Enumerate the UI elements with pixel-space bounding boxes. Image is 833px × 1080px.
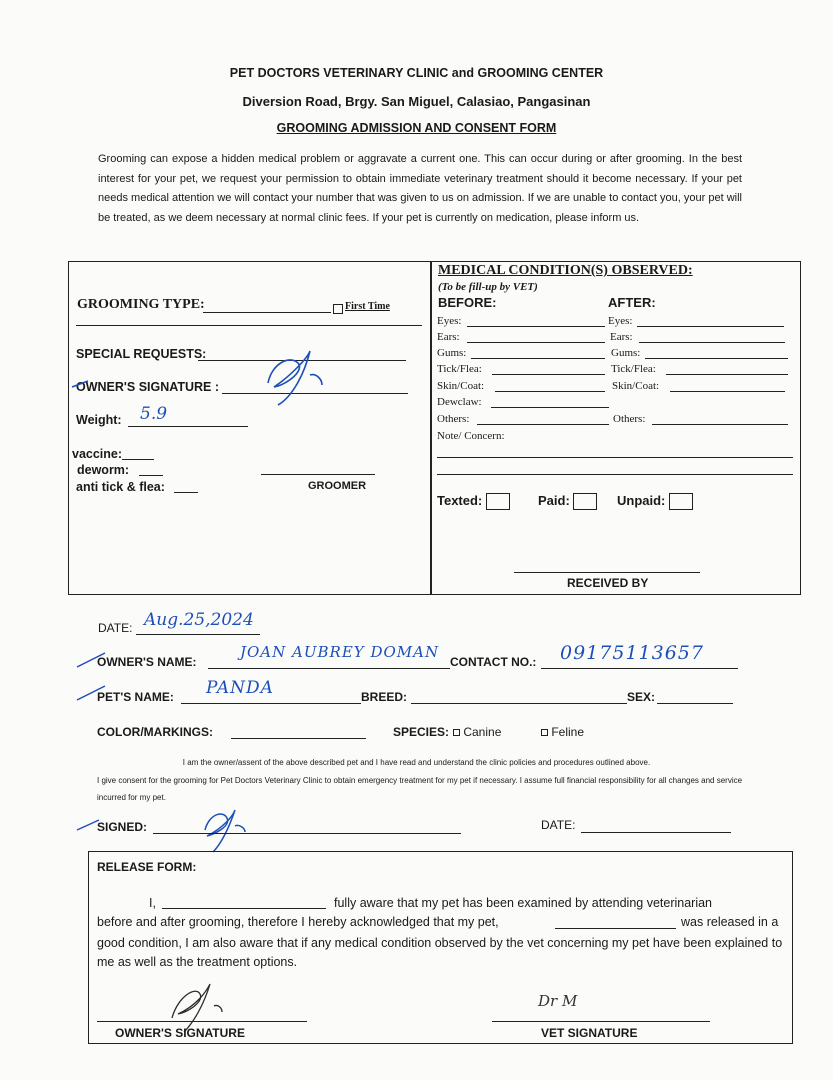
first-time-checkbox[interactable] (333, 300, 343, 318)
after-others-label: Others: (613, 413, 646, 425)
before-others-label: Others: (437, 413, 470, 425)
owner-signature-label: OWNER'S SIGNATURE : (76, 380, 220, 394)
after-gums-field[interactable] (645, 358, 788, 359)
sex-label: SEX: (627, 690, 656, 704)
owner-name-value: JOAN AUBREY DOMAN (240, 643, 440, 661)
before-gums-field[interactable] (471, 358, 605, 359)
vaccine-label: vaccine: (72, 447, 123, 461)
color-field[interactable] (231, 738, 366, 739)
release-title: RELEASE FORM: (97, 860, 197, 874)
note-label: Note/ Concern: (437, 430, 505, 442)
after-tick-field[interactable] (666, 374, 788, 375)
texted-checkbox[interactable] (486, 493, 510, 510)
pet-name-label: PET'S NAME: (97, 690, 174, 704)
vaccine-field[interactable] (122, 459, 154, 460)
release-text-4: good condition, I am also aware that if any medical condition observed by the vet concerning my pet have been explained to me as well as the treatment options. (97, 936, 783, 969)
canine-checkbox[interactable] (453, 729, 460, 736)
unpaid-label: Unpaid: (617, 493, 666, 508)
feline-option[interactable] (541, 725, 584, 739)
release-name-field[interactable] (162, 908, 326, 909)
before-dewclaw-field[interactable] (491, 407, 609, 408)
release-text-3: was released in a (681, 915, 779, 929)
canine-option[interactable] (453, 725, 501, 739)
before-ears-field[interactable] (467, 342, 605, 343)
breed-label: BREED: (361, 690, 408, 704)
medical-subtitle: (To be fill-up by VET) (438, 281, 538, 293)
feline-checkbox[interactable] (541, 729, 548, 736)
signed-field[interactable] (153, 833, 461, 834)
deworm-label: deworm: (77, 463, 130, 477)
paid-option[interactable] (538, 493, 597, 510)
release-text-1: fully aware that my pet has been examined by attending veterinarian (334, 896, 713, 910)
consent-date-label: DATE: (541, 818, 576, 832)
contact-value: 09175113657 (560, 642, 704, 664)
grooming-type-label: GROOMING TYPE: (77, 297, 205, 312)
contact-label: CONTACT NO.: (450, 655, 537, 669)
owner-release-sig-label: OWNER'S SIGNATURE (115, 1026, 245, 1040)
form-title: GROOMING ADMISSION AND CONSENT FORM (276, 121, 557, 135)
before-gums-label: Gums: (437, 347, 467, 359)
unpaid-checkbox[interactable] (669, 493, 693, 510)
first-time-label: First Time (345, 301, 390, 312)
groomer-label: GROOMER (308, 480, 367, 492)
date-value: Aug.25,2024 (144, 610, 254, 630)
clinic-address: Diversion Road, Brgy. San Miguel, Calasiao, Pangasinan (242, 94, 591, 109)
after-tick-label: Tick/Flea: (611, 363, 656, 375)
after-eyes-field[interactable] (637, 326, 784, 327)
pet-name-field[interactable] (181, 703, 361, 704)
canine-label: Canine (463, 725, 502, 739)
consent-line-2: I give consent for the grooming for Pet Doctors Veterinary Clinic to obtain emergency treatment for my pet if necessary. I assume full financial responsibility for all changes and service incurred for my pet. (97, 776, 743, 802)
vet-sig-line[interactable] (492, 1021, 710, 1022)
divider (430, 261, 432, 595)
owner-release-sig-line[interactable] (97, 1021, 307, 1022)
grooming-type-field[interactable] (203, 312, 331, 313)
before-others-field[interactable] (477, 424, 609, 425)
anti-tick-label: anti tick & flea: (76, 480, 165, 494)
release-pet-field[interactable] (555, 928, 676, 929)
owner-signature-scribble (60, 345, 360, 415)
before-dewclaw-label: Dewclaw: (437, 396, 482, 408)
after-ears-field[interactable] (639, 342, 785, 343)
before-eyes-field[interactable] (467, 326, 605, 327)
note-line-1[interactable] (437, 457, 793, 458)
received-by-line[interactable] (514, 572, 700, 573)
contact-field[interactable] (541, 668, 738, 669)
consent-date-field[interactable] (581, 832, 731, 833)
texted-option[interactable] (437, 493, 510, 510)
note-line-2[interactable] (437, 474, 793, 475)
intro-paragraph: Grooming can expose a hidden medical problem or aggravate a current one. This can occur during or after grooming. In the best interest for your pet, we request your permission to obtain immediate veterinary treatment should it become necessary. If your pet needs medical attention we will contact your number that was given to us on admission. If we are unable to contact you, your pet will be treated, as we deem necessary at normal clinic fees. If your pet is currently on medication, please inform us. (98, 153, 742, 224)
weight-field[interactable] (128, 426, 248, 427)
medical-title: MEDICAL CONDITION(S) OBSERVED: (438, 263, 693, 278)
before-eyes-label: Eyes: (437, 315, 462, 327)
color-label: COLOR/MARKINGS: (97, 725, 213, 739)
before-skin-field[interactable] (495, 391, 605, 392)
after-others-field[interactable] (652, 424, 788, 425)
vet-initials: Dr M (538, 992, 578, 1010)
weight-label: Weight: (76, 413, 122, 427)
paid-checkbox[interactable] (573, 493, 597, 510)
before-heading: BEFORE: (438, 295, 497, 310)
date-label: DATE: (98, 621, 133, 635)
feline-label: Feline (551, 725, 585, 739)
groomer-signature-line[interactable] (261, 474, 375, 475)
consent-line-1: I am the owner/assent of the above described pet and I have read and understand the clinic policies and procedures outlined above. (182, 758, 651, 767)
owner-name-field[interactable] (208, 668, 450, 669)
unpaid-option[interactable] (617, 493, 693, 510)
before-skin-label: Skin/Coat: (437, 380, 485, 392)
release-text-2: before and after grooming, therefore I hereby acknowledged that my pet, (97, 915, 499, 929)
release-i: I, (149, 896, 156, 910)
before-ears-label: Ears: (437, 331, 460, 343)
paid-label: Paid: (538, 493, 570, 508)
breed-field[interactable] (411, 703, 627, 704)
special-requests-label: SPECIAL REQUESTS: (76, 347, 207, 361)
after-gums-label: Gums: (611, 347, 641, 359)
after-skin-label: Skin/Coat: (612, 380, 660, 392)
owner-name-label: OWNER'S NAME: (97, 655, 197, 669)
species-label: SPECIES: (393, 725, 450, 739)
texted-label: Texted: (437, 493, 483, 508)
after-ears-label: Ears: (610, 331, 633, 343)
signed-label: SIGNED: (97, 820, 148, 834)
before-tick-field[interactable] (492, 374, 605, 375)
clinic-name: PET DOCTORS VETERINARY CLINIC and GROOMING CENTER (229, 66, 604, 80)
sex-field[interactable] (657, 703, 733, 704)
pet-name-value: PANDA (206, 678, 274, 698)
deworm-field[interactable] (139, 475, 163, 476)
after-eyes-label: Eyes: (608, 315, 633, 327)
anti-tick-field[interactable] (174, 492, 198, 493)
after-skin-field[interactable] (670, 391, 785, 392)
date-field[interactable] (136, 634, 260, 635)
weight-value: 5.9 (140, 404, 168, 424)
after-heading: AFTER: (608, 295, 656, 310)
before-tick-label: Tick/Flea: (437, 363, 482, 375)
grooming-type-line-2[interactable] (76, 325, 422, 326)
received-by-label: RECEIVED BY (567, 576, 649, 590)
vet-sig-label: VET SIGNATURE (541, 1026, 638, 1040)
